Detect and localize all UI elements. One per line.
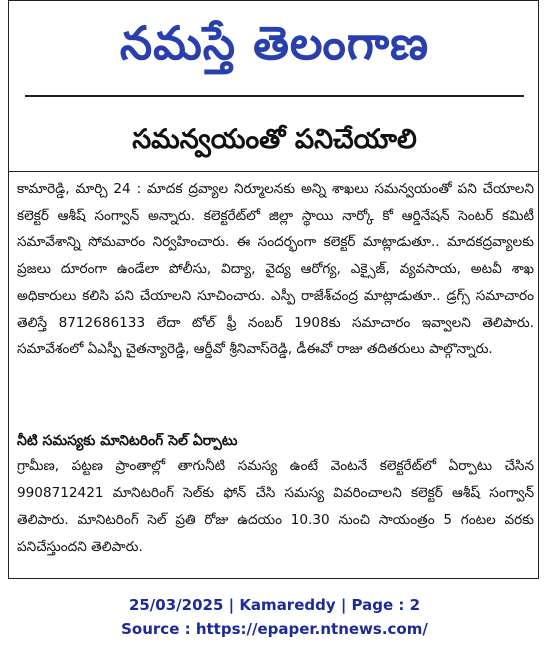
- article-body: కామారెడ్డి, మార్చి 24 : మాదక ద్రవ్యాల నిర్మూలనకు అన్ని శాఖలు సమన్వయంతో పని చేయాలని కలెక్టర్ ఆశీష్ సంగ్వాన్ అన్నారు. కలెక్టరేట్‌లో జిల్లా స్థాయి నార్కో కో ఆర్డినేషన్ సెంటర్ కమిటీ సమావేశాన్ని సోమవారం నిర్వహించారు. ఈ సందర్భంగా కలెక్టర్ మాట్లాడుతూ.. మాదకద్రవ్యాలకు ప్రజలు దూరంగా ఉండేలా పోలీసు, విద్యా, వైద్య ఆరోగ్య, ఎక్సైజ్, వ్యవసాయ, అటవీ శాఖ అధికారులు కలిసి పని చేయాలని సూచించారు. ఎస్పీ రాజేశ్‌చంద్ర మాట్లాడుతూ.. డ్రగ్స్ సమాచారం తెలిస్తే 8712686133 లేదా టోల్ ఫ్రీ నంబర్ 1908కు సమాచారం ఇవ్వాలని తెలిపారు. సమావేశంలో ఏఎస్పీ చైతన్యారెడ్డి, ఆర్డీవో శ్రీనివాస్‌రెడ్డి, డీఈవో రాజు తదితరులు పాల్గొన్నారు.: [17, 181, 534, 358]
- masthead-divider: [25, 95, 524, 97]
- clipping-source: Source : https://epaper.ntnews.com/: [121, 620, 428, 638]
- article-subheading: నీటి సమస్యకు మానిటరింగ్ సెల్ ఏర్పాటు: [17, 433, 238, 449]
- article-body-secondary: గ్రామీణ, పట్టణ ప్రాంతాల్లో తాగునీటి సమస్య ఉంటే వెంటనే కలెక్టరేట్‌లో ఏర్పాటు చేసిన 9908712421 మానిటరింగ్ సెల్‌కు ఫోన్ చేసి సమస్య వివరించాలని కలెక్టర్ ఆశీష్ సంగ్వాన్ తెలిపారు. మానిటరింగ్ సెల్ ప్రతి రోజు ఉదయం 10.30 నుంచి సాయంత్రం 5 గంటల వరకు పనిచేస్తుందని తెలిపారు.: [17, 458, 534, 555]
- newspaper-masthead: నమస్తే తెలంగాణ: [119, 16, 430, 70]
- clipping-date-edition: 25/03/2025 | Kamareddy | Page : 2: [128, 596, 421, 614]
- article-clipping: [8, 0, 539, 579]
- headline-divider: [9, 171, 538, 172]
- article-headline: సమన్వయంతో పనిచేయాలి: [132, 124, 417, 155]
